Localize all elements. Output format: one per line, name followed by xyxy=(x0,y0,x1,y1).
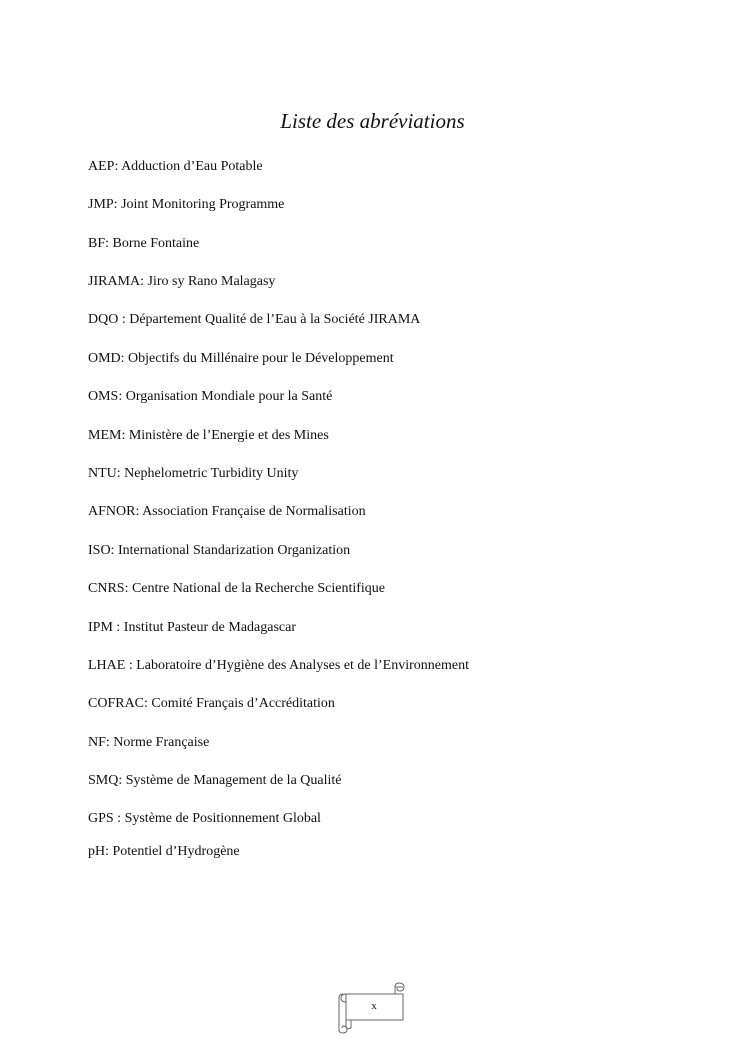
abbreviation-item: LHAE : Laboratoire d’Hygiène des Analyses et de l’Environnement xyxy=(88,658,469,673)
abbreviation-item: AFNOR: Association Française de Normalisation xyxy=(88,504,366,519)
abbreviation-item: NTU: Nephelometric Turbidity Unity xyxy=(88,466,299,481)
abbreviation-item: NF: Norme Française xyxy=(88,735,210,750)
page-title: Liste des abréviations xyxy=(280,109,465,133)
abbreviation-item: GPS : Système de Positionnement Global xyxy=(88,811,321,826)
abbreviation-item: CNRS: Centre National de la Recherche Scientifique xyxy=(88,581,386,596)
abbreviation-item: BF: Borne Fontaine xyxy=(88,236,200,251)
abbreviation-item: AEP: Adduction d’Eau Potable xyxy=(88,159,263,174)
abbreviation-item: OMD: Objectifs du Millénaire pour le Développement xyxy=(88,351,394,366)
abbreviation-item: DQO : Département Qualité de l’Eau à la Société JIRAMA xyxy=(88,312,421,327)
abbreviation-item: ISO: International Standarization Organization xyxy=(88,543,351,558)
page-number-scroll xyxy=(337,982,407,1034)
page-number: x xyxy=(371,1000,377,1012)
abbreviation-item: JIRAMA: Jiro sy Rano Malagasy xyxy=(88,274,276,289)
abbreviation-item: MEM: Ministère de l’Energie et des Mines xyxy=(88,428,329,443)
abbreviation-item: pH: Potentiel d’Hydrogène xyxy=(88,844,240,859)
abbreviation-item: OMS: Organisation Mondiale pour la Santé xyxy=(88,389,333,404)
abbreviation-item: IPM : Institut Pasteur de Madagascar xyxy=(88,620,297,635)
abbreviation-item: COFRAC: Comité Français d’Accréditation xyxy=(88,696,335,711)
abbreviation-item: SMQ: Système de Management de la Qualité xyxy=(88,773,342,788)
abbreviation-item: JMP: Joint Monitoring Programme xyxy=(88,197,285,212)
